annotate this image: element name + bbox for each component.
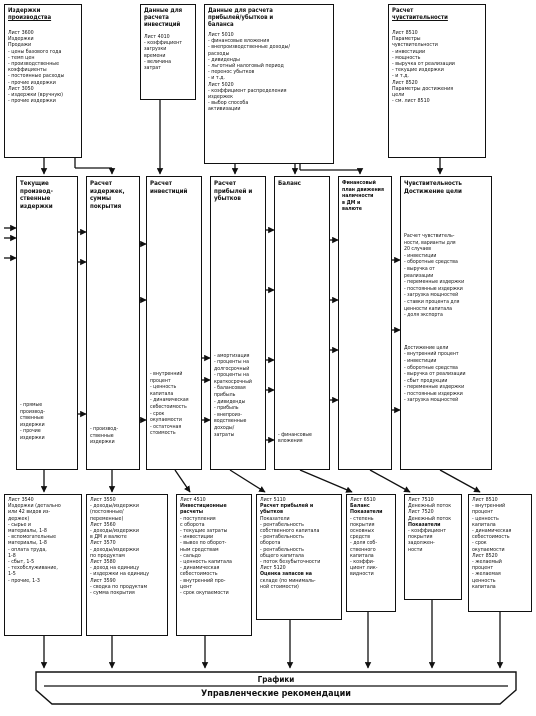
box-item: - степень	[350, 515, 374, 522]
box-item: капитала	[150, 390, 174, 397]
box-title: инвестиций	[144, 21, 181, 28]
box-item: - желаемая	[472, 571, 501, 578]
box-item: - инвестиции	[180, 534, 214, 541]
box-item: Лист 8520	[392, 79, 418, 86]
box-title: Данные для	[144, 7, 183, 14]
box-item: Денежный поток	[408, 515, 452, 522]
box-title: наличности	[342, 193, 374, 200]
box-item: Лист 3590	[90, 577, 116, 584]
box-item: 1-8	[8, 552, 16, 559]
box-item: или 42 видов из-	[8, 509, 51, 516]
box-title: издержек,	[90, 187, 125, 195]
box-item: - загрузка мощностей	[404, 397, 459, 404]
box-item: - рентабельность	[260, 534, 304, 541]
output-box-sheet-3550	[86, 494, 168, 636]
box-item: - динамическая	[180, 565, 220, 572]
box-item: водственные	[214, 418, 247, 425]
box-item: загрузки	[144, 46, 167, 53]
box-item: покрытия	[408, 534, 433, 541]
box-item: - доход на единицу	[90, 565, 140, 572]
box-item: ности, варианты для	[404, 239, 456, 246]
box-item: Расчет прибылей и	[260, 503, 314, 510]
box-title: в ДМ и	[342, 199, 361, 206]
box-item: издержки	[20, 434, 45, 441]
box-item: - динамическая	[150, 397, 189, 404]
box-item: Лист 5010	[208, 32, 234, 38]
box-item: - амортизация	[214, 352, 250, 359]
output-box-sheet-8510	[468, 494, 532, 612]
box-item: 1-5	[8, 571, 16, 578]
box-item: - ставки процента для	[404, 298, 460, 305]
box-item: - перенос убытков	[208, 69, 255, 76]
box-title: Чувствительность	[404, 180, 462, 187]
box-item: основных	[350, 528, 375, 535]
box-item: коэффициенты	[8, 67, 47, 74]
box-item: себестоимость	[472, 534, 510, 541]
box-item: - издержки (вручную)	[8, 92, 64, 99]
box-title: убытков	[214, 195, 241, 202]
output-box-sheet-6510	[346, 494, 396, 612]
box-item: издержки	[20, 421, 45, 428]
box-item: - ценность	[150, 384, 177, 391]
box-item: - мощность	[392, 54, 421, 61]
box-item: Лист 5120	[260, 565, 286, 572]
box-item: долгосрочный	[214, 365, 250, 372]
box-item: - сбыт продукции	[404, 377, 448, 384]
box-item: - срок окупаемости	[180, 590, 229, 597]
box-title: прибылей и	[214, 187, 253, 195]
box-title: Расчет	[150, 180, 172, 187]
box-item: - прочие, 1-3	[8, 577, 40, 584]
box-item: цели	[392, 92, 405, 99]
box-item: - выручка от реализации	[392, 61, 455, 68]
box-item: капитала	[472, 521, 496, 528]
box-title: валюте	[342, 206, 362, 213]
box-item: окупаемости	[150, 417, 182, 424]
box-item: окупаемости	[472, 546, 505, 553]
box-item: цент	[180, 583, 193, 590]
top-box-profit-loss-data	[204, 4, 334, 164]
box-title: Достижение цели	[404, 187, 462, 195]
box-item: в ДМ и валюте	[90, 534, 127, 541]
box-item: Лист 7510	[408, 497, 434, 503]
box-item: складе (по минималь-	[260, 577, 316, 584]
box-item: - инвестиции	[404, 357, 437, 364]
box-item: - внепроизводственные доходы/	[208, 44, 290, 51]
box-item: - текущие издержки	[392, 67, 444, 74]
box-item: расходы	[208, 50, 230, 57]
top-box-investment-data	[140, 4, 196, 100]
box-item: ственные	[20, 415, 44, 422]
box-item: Продажи	[8, 42, 32, 49]
box-item: - коэффициент распределения	[208, 87, 287, 94]
box-item: убытков	[260, 509, 284, 516]
box-item: - рентабельность	[260, 521, 304, 528]
box-item: - остаточная	[150, 423, 182, 430]
box-item: Лист 5020	[208, 81, 234, 88]
box-title: производ-	[20, 187, 53, 195]
box-item: - поток безубыточности	[260, 559, 321, 566]
box-item: - внепроиз-	[214, 411, 242, 418]
box-title: Издержки	[8, 7, 41, 14]
box-item: - срок	[150, 410, 165, 417]
box-item: - поступления	[180, 515, 216, 522]
box-item: процент	[472, 509, 494, 516]
top-box-sensitivity-params	[388, 4, 486, 158]
box-item: - выручка от	[404, 265, 435, 272]
box-item: Достижение цели	[404, 344, 449, 351]
box-title: Расчет	[214, 180, 236, 187]
box-item: оборота	[260, 540, 281, 547]
box-title: Данные для расчета	[208, 7, 273, 14]
box-item: циент лик-	[350, 565, 378, 572]
box-item: ным средствам	[180, 546, 219, 553]
box-item: - срок	[472, 540, 487, 547]
box-item: затрат	[144, 65, 161, 72]
box-item: Денежный поток	[408, 503, 452, 510]
box-item: - ценность	[472, 515, 499, 522]
box-item: - сводка по продуктам	[90, 583, 148, 590]
box-item: чувствительности	[392, 42, 438, 49]
box-item: - оборотные средства	[404, 364, 458, 371]
box-item: - льготный налоговый период	[208, 63, 284, 70]
box-title: инвестиций	[150, 187, 188, 195]
box-item: Лист 3050	[8, 85, 34, 92]
box-item: Баланс	[350, 503, 370, 510]
box-item: краткосрочный	[214, 378, 252, 385]
box-item: - издержки на единицу	[90, 571, 150, 578]
box-item: - выручка от реализации	[404, 371, 466, 378]
box-item: (постоянные/	[90, 509, 124, 516]
box-item: - дивиденды	[208, 56, 240, 63]
box-item: - текущие затраты	[180, 528, 228, 535]
box-item: - финансовые вложения	[208, 38, 270, 45]
output-box-sheet-4510	[176, 494, 252, 636]
box-item: стоимость	[150, 430, 176, 437]
box-item: Лист 7520	[408, 509, 434, 516]
footer-charts: Графики	[257, 675, 295, 684]
box-item: - оборотные средства	[404, 259, 458, 266]
box-item: Лист 3560	[90, 521, 116, 528]
box-item: - темп цен	[8, 54, 35, 61]
box-item: издержки	[90, 439, 115, 446]
box-item: капитала	[472, 583, 496, 590]
box-item: себестоимость	[180, 571, 218, 578]
box-title: ственные	[20, 195, 51, 202]
box-item: - оплата труда,	[8, 546, 47, 553]
box-item: доходы/	[214, 425, 235, 432]
box-item: - постоянные издержки	[404, 390, 463, 397]
box-item: себестоимость	[150, 403, 187, 410]
box-item: Лист 8520	[472, 552, 498, 559]
box-title: производства	[8, 14, 52, 21]
box-item: - коэффициент	[144, 40, 183, 47]
box-item: - балансовая	[214, 385, 246, 392]
box-item: - проценты на	[214, 359, 249, 366]
box-item: Лист 4010	[144, 34, 170, 40]
box-item: - инвестиции	[392, 48, 426, 55]
box-item: - производ-	[90, 426, 119, 432]
box-item: - внутренний	[150, 371, 183, 377]
box-item: производ-	[20, 408, 45, 415]
box-item: - доходы/издержки	[90, 546, 139, 553]
process-box-balance	[274, 176, 330, 470]
box-item: - и т.д.	[208, 75, 225, 82]
box-item: - сырье и	[8, 521, 31, 528]
box-item: Лист 3600	[8, 30, 34, 36]
box-item: - величина	[144, 58, 172, 65]
box-item: с оборота	[180, 521, 205, 528]
process-box-profit-loss	[210, 176, 266, 470]
box-item: Лист 8510	[472, 497, 498, 503]
box-item: - внутренний	[472, 503, 506, 510]
output-box-sheet-7510	[404, 494, 462, 600]
box-title: издержки	[20, 202, 53, 210]
box-title: прибылей/убытков и	[208, 14, 274, 21]
box-item: покрытия	[350, 521, 375, 528]
box-item: - доходы/издержки	[90, 503, 139, 510]
box-item: - проценты на	[214, 372, 249, 379]
box-item: - финансовые	[278, 431, 312, 438]
box-item: - прибыль	[214, 405, 239, 412]
box-item: - прочие издержки	[8, 98, 56, 105]
box-item: - коэффи-	[350, 559, 375, 566]
box-item: Издержки	[8, 36, 34, 43]
box-item: Лист 8510	[392, 30, 418, 36]
box-item: - сбыт, 1-5	[8, 559, 35, 566]
box-title: Текущие	[20, 180, 49, 187]
box-item: - дивиденды	[214, 398, 246, 405]
output-box-sheet-5110	[256, 494, 342, 620]
process-box-sensitivity	[400, 176, 492, 470]
box-item: - см. лист 8510	[392, 98, 430, 105]
box-item: ценности капитала	[404, 305, 452, 312]
box-item: - прочие издержки	[8, 79, 56, 86]
box-item: Лист 4510	[180, 497, 206, 503]
box-title: покрытия	[90, 202, 122, 210]
box-item: Лист 3580	[90, 559, 116, 566]
box-item: времени	[144, 52, 166, 59]
box-item: - доходы/издержки	[90, 528, 139, 535]
box-title: чувствительности	[392, 14, 448, 21]
box-item: Показатели	[350, 509, 383, 516]
box-item: - выбор способа	[208, 100, 249, 107]
box-title: Расчет	[392, 7, 414, 14]
box-item: 20 случаев	[404, 246, 431, 253]
box-item: - рентабельность	[260, 546, 304, 553]
box-item: Лист 5110	[260, 497, 286, 503]
box-item: ственного	[350, 546, 376, 553]
box-item: Параметры	[392, 36, 421, 43]
box-item: - прямые	[20, 402, 43, 408]
box-item: - внутренний процент	[404, 351, 459, 358]
box-item: процент	[150, 377, 171, 384]
box-title: Финансовый	[342, 180, 376, 186]
box-item: держек)	[8, 515, 30, 522]
box-item: задолжен-	[408, 540, 435, 547]
box-title: Баланс	[278, 180, 301, 187]
box-item: - внутренний про-	[180, 577, 226, 584]
top-box-production-costs	[4, 4, 82, 158]
box-item: - постоянные издержки	[404, 285, 463, 292]
box-item: - желаемый	[472, 559, 502, 566]
box-item: - загрузка мощностей	[404, 292, 459, 299]
box-title: план движения	[342, 186, 384, 193]
box-item: Показатели	[408, 521, 441, 528]
box-item: - переменные издержки	[404, 384, 465, 391]
box-item: средств	[350, 534, 371, 541]
process-box-investment-calc	[146, 176, 202, 470]
box-item: - инвестиции	[404, 252, 437, 259]
box-item: - цены базового года	[8, 48, 62, 55]
box-item: - и т.д.	[392, 73, 409, 80]
process-box-cash-flow-plan	[338, 176, 392, 470]
box-item: Лист 3550	[90, 497, 116, 503]
box-item: материалы, 1-8	[8, 540, 47, 547]
box-title: суммы	[90, 195, 112, 202]
box-item: капитала	[350, 552, 374, 559]
box-item: Расчет чувствитель-	[404, 233, 455, 239]
box-title: баланса	[208, 21, 234, 28]
box-item: - доля соб-	[350, 540, 378, 547]
box-item: собственного капитала	[260, 528, 320, 535]
process-box-cost-coverage	[86, 176, 140, 470]
box-item: - динамическая	[472, 528, 512, 535]
box-item: вложения	[278, 438, 303, 445]
box-item: видности	[350, 571, 374, 578]
box-item: - коэффициент	[408, 528, 447, 535]
box-item: - сальдо	[180, 552, 201, 559]
box-item: - переменные издержки	[404, 279, 465, 286]
footer-recommendations: Управленческие рекомендации	[201, 689, 351, 699]
box-item: издержек	[208, 94, 233, 101]
box-item: прибыль	[214, 392, 236, 399]
box-title: расчета	[144, 14, 169, 21]
box-item: - техобслуживание,	[8, 565, 58, 572]
box-item: Инвестиционные	[180, 503, 227, 510]
box-item: - вывоз по оборот-	[180, 540, 227, 547]
box-item: Оценка запасов на	[260, 571, 312, 578]
box-item: Лист 3570	[90, 540, 116, 547]
box-item: реализации	[404, 272, 434, 279]
box-item: - прочие	[20, 428, 41, 435]
process-box-current-costs	[16, 176, 78, 470]
box-item: ственные	[90, 432, 114, 439]
box-item: ценность	[472, 577, 496, 584]
box-item: Издержки (детально	[8, 503, 61, 510]
box-item: - производственные	[8, 61, 60, 68]
box-item: переменные)	[90, 515, 124, 522]
box-item: - ценность капитала	[180, 559, 232, 566]
box-item: затраты	[214, 431, 235, 438]
box-item: Параметры достижения	[392, 85, 454, 92]
box-item: расчеты	[180, 509, 204, 516]
box-item: ности	[408, 546, 423, 553]
box-item: - сумма покрытия	[90, 590, 135, 597]
box-item: процент	[472, 565, 494, 572]
box-item: по продуктам	[90, 552, 125, 559]
box-item: ной стоимости)	[260, 583, 299, 590]
output-box-sheet-3540	[4, 494, 82, 636]
box-title: Расчет	[90, 180, 112, 187]
box-item: Показатели	[260, 515, 290, 522]
box-item: активизации	[208, 106, 241, 113]
box-item: Лист 3540	[8, 497, 34, 503]
box-item: общего капитала	[260, 552, 304, 559]
box-item: Лист 6510	[350, 497, 376, 503]
box-item: материалы, 1-8	[8, 528, 47, 535]
box-item: - доля экспорта	[404, 312, 443, 319]
box-item: - постоянные расходы	[8, 73, 65, 80]
box-item: - вспомогательные	[8, 534, 57, 541]
